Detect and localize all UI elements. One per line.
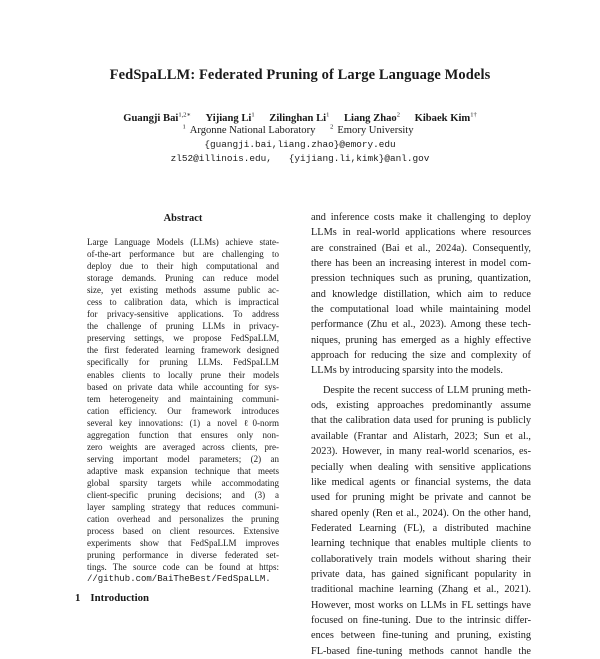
- body-line: LLMs by introducing sparsity into the models.: [311, 365, 503, 377]
- abstract-line: several key innovations: (1) a novel ℓ0-norm: [87, 417, 279, 428]
- affiliation-name: Emory University: [337, 124, 414, 136]
- body-line: available (Frantar and Alistarh, 2023; Sun et al.,: [311, 430, 531, 442]
- abstract-body: [87, 236, 279, 585]
- author-1: [123, 113, 191, 124]
- abstract-line: of-the-art performance but are challenging to: [87, 249, 279, 260]
- email-line-1[interactable]: {guangji.bai,liang.zhao}@emory.edu: [204, 139, 396, 150]
- source-code-link[interactable]: //github.com/BaiTheBest/FedSpaLLM.: [87, 574, 271, 585]
- abstract-line: global sparsity targets while accommodating: [87, 477, 279, 488]
- author-name: Yijiang Li: [205, 112, 252, 124]
- right-column-body: [311, 210, 531, 659]
- abstract-line: deploy due to their high computational and: [87, 261, 279, 272]
- body-line: pecially when dealing with sensitive applications: [311, 461, 531, 473]
- affiliation-2: [330, 125, 417, 136]
- abstract-line: tem heterogeneity and maintaining communi-: [87, 393, 279, 404]
- paper-title: FedSpaLLM: Federated Pruning of Large Language Models: [109, 67, 491, 83]
- body-line: used for pruning might be private and cannot be: [311, 492, 531, 504]
- email-line-2[interactable]: zl52@illinois.edu, {yijiang.li,kimk}@anl.gov: [170, 153, 430, 164]
- body-line: However, most works on LLMs in FL settings have: [311, 599, 531, 611]
- affiliation-mark: 1: [182, 123, 186, 130]
- abstract-line: client-specific pruning decisions; and (3) a: [87, 489, 279, 500]
- author-affil-mark: 1†: [470, 111, 477, 118]
- body-line: are constrained (Bai et al., 2024a). Consequently,: [311, 242, 531, 254]
- section-title: Introduction: [90, 592, 150, 604]
- abstract-line: Large Language Models (LLMs) achieve state-: [87, 237, 279, 247]
- body-line: approach for reducing the size and complexity of: [311, 350, 531, 362]
- abstract-line: pruning performance in diverse federated set-: [87, 550, 279, 561]
- body-line: and knowledge distillation, which aim to reduce: [311, 288, 531, 300]
- abstract-line: process based on client resources. Extensive: [87, 526, 279, 537]
- abstract-line: the first federated learning framework designed: [87, 345, 279, 356]
- body-line: performance (Zhu et al., 2023). Among these tech-: [311, 319, 531, 331]
- abstract-line: specifically for pruning LLMs. FedSpaLLM: [87, 357, 279, 368]
- affiliation-mark: 2: [330, 123, 334, 130]
- author-name: Zilinghan Li: [269, 112, 327, 124]
- abstract-line: preserving settings, we propose FedSpaLLM,: [87, 333, 279, 344]
- abstract-line: serving important model parameters; (2) an: [87, 453, 279, 464]
- body-line: FL-based fine-tuning methods cannot handle the: [311, 645, 531, 657]
- abstract-line: size, yet existing methods assume public ac-: [87, 285, 279, 296]
- affiliation-1: [182, 125, 319, 136]
- author-4: [344, 113, 400, 124]
- abstract-line: for privacy-sensitive applications. To address: [87, 309, 279, 320]
- abstract-line: storage demands. Pruning can reduce model: [87, 273, 279, 284]
- body-line: niques, pruning has emerged as a highly effective: [311, 334, 531, 346]
- body-line: Federated Learning (FL), a distributed machine: [311, 522, 531, 534]
- section-number: 1: [75, 592, 81, 604]
- body-line: ences between fine-tuning and pruning, existing: [311, 630, 531, 642]
- body-line: like medical agents or financial systems, the data: [311, 476, 531, 488]
- body-line: there has been an increasing interest in model com-: [311, 258, 531, 270]
- abstract-line: adaptive mask expansion technique that meets: [87, 465, 279, 476]
- body-line: ods, existing approaches predominantly assume: [311, 400, 531, 412]
- body-line: focused on fine-tuning. Due to the intrinsic differ-: [311, 614, 531, 626]
- body-line: LLMs in real-world applications where resources: [311, 227, 531, 239]
- author-list: [0, 110, 600, 124]
- author-name: Guangji Bai: [123, 112, 179, 124]
- body-line: the computational load while maintaining model: [311, 304, 531, 316]
- abstract-line: cess to calibration data, which is impractical: [87, 297, 279, 308]
- body-line: 2023). However, in many real-world scenarios, es-: [311, 446, 531, 458]
- section-heading-introduction: [75, 592, 149, 604]
- affiliation-name: Argonne National Laboratory: [189, 124, 316, 136]
- abstract-line: based on private data while accounting for sys-: [87, 381, 279, 392]
- affiliation-list: [0, 123, 600, 136]
- abstract-line: cation overhead and personalizes the pruning: [87, 514, 279, 525]
- author-affil-mark: 2: [396, 111, 400, 118]
- author-5: [415, 113, 477, 124]
- author-affil-mark: 1,2∗: [178, 111, 191, 118]
- body-line: private data, has gained significant popularity in: [311, 568, 531, 580]
- abstract-line: aggregation function that ensures only non-: [87, 429, 279, 440]
- abstract-heading: Abstract: [163, 213, 203, 224]
- author-name: Kibaek Kim: [414, 112, 471, 124]
- abstract-line: enables clients to locally prune their models: [87, 369, 279, 380]
- body-line: collaboratively train models without sharing their: [311, 553, 531, 565]
- abstract-line: layer sampling strategy that reduces communi-: [87, 502, 279, 513]
- body-line: traditional machine learning (Zhang et al., 2021).: [311, 584, 531, 596]
- abstract-line: tings. The source code can be found at https:: [87, 562, 279, 573]
- abstract-line: cation efficiency. Our framework introduces: [87, 405, 279, 416]
- author-2: [206, 113, 255, 124]
- body-line: and inference costs make it challenging to deploy: [311, 212, 531, 223]
- body-line: learning technique that enables multiple clients to: [311, 538, 531, 550]
- body-line: shared openly (Ren et al., 2024). On the other hand,: [311, 507, 531, 519]
- author-affil-mark: 1: [251, 111, 255, 118]
- body-line: that the calibration data used for pruning is publicly: [311, 415, 531, 427]
- abstract-line: experiments show that FedSpaLLM improves: [87, 538, 279, 549]
- body-line: pression techniques such as pruning, quantization,: [311, 273, 531, 285]
- body-line: Despite the recent success of LLM pruning meth-: [323, 384, 531, 396]
- author-3: [269, 113, 329, 124]
- abstract-line: zero weights are averaged across clients, pre-: [87, 441, 279, 452]
- abstract-line: the challenge of pruning LLMs in privacy-: [87, 321, 279, 332]
- author-affil-mark: 1: [326, 111, 330, 118]
- author-name: Liang Zhao: [343, 112, 397, 124]
